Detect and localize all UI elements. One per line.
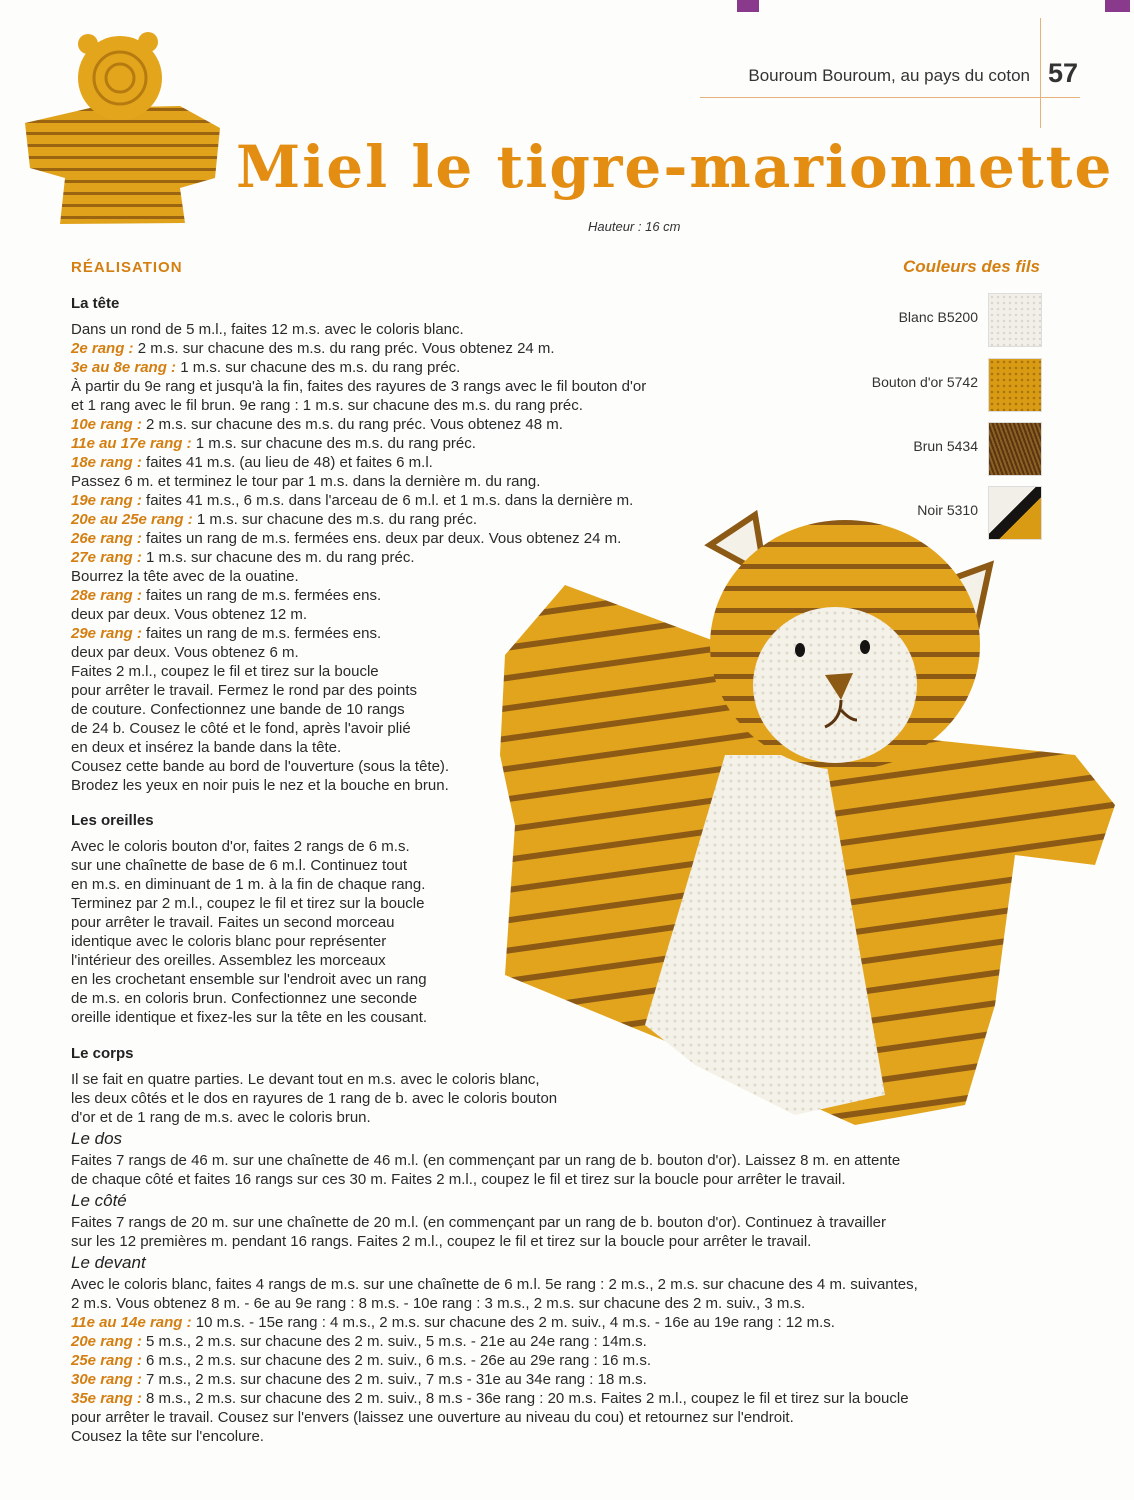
text-line: 2e rang : 2 m.s. sur chacune des m.s. du rang préc. Vous obtenez 24 m.	[71, 340, 555, 357]
text-line: 20e au 25e rang : 1 m.s. sur chacune des m.s. du rang préc.	[71, 511, 478, 528]
color-swatch-white	[988, 293, 1042, 347]
running-title: Bouroum Bouroum, au pays du coton	[748, 66, 1030, 85]
text-line: et 1 rang avec le fil brun. 9e rang : 1 m.s. sur chacune des m.s. du rang préc.	[71, 397, 583, 414]
color-label: Brun 5434	[913, 438, 978, 454]
text-line: Passez 6 m. et terminez le tour par 1 m.s. dans la dernière m. du rang.	[71, 473, 541, 490]
text-line: l'intérieur des oreilles. Assemblez les morceaux	[71, 952, 386, 969]
text-line: 2 m.s. Vous obtenez 8 m. - 6e au 9e rang : 8 m.s. - 10e rang : 3 m.s., 2 m.s. sur chacune des 2 m. suiv., 3 m.s.	[71, 1295, 806, 1312]
text-line: 35e rang : 8 m.s., 2 m.s. sur chacune des 2 m. suiv., 8 m.s - 36e rang : 20 m.s. Faites 2 m.l., coupez le fil et tirez sur la boucle	[71, 1390, 909, 1407]
top-color-tab-right	[1105, 0, 1130, 12]
devant-instructions	[71, 1275, 918, 1446]
dos-instructions	[71, 1151, 900, 1189]
text-line: 18e rang : faites 41 m.s. (au lieu de 48) et faites 6 m.l.	[71, 454, 433, 471]
text-line: deux par deux. Vous obtenez 6 m.	[71, 644, 299, 661]
text-line: Brodez les yeux en noir puis le nez et la bouche en brun.	[71, 777, 449, 794]
color-label: Bouton d'or 5742	[871, 374, 978, 390]
subsection-title-dos: Le dos	[71, 1129, 123, 1148]
text-line: Bourrez la tête avec de la ouatine.	[71, 568, 299, 585]
text-line: 19e rang : faites 41 m.s., 6 m.s. dans l'arceau de 6 m.l. et 1 m.s. dans la dernière m.	[71, 492, 634, 509]
header-horizontal-rule	[700, 97, 1080, 98]
text-line: de chaque côté et faites 16 rangs sur ces 30 m. Faites 2 m.l., coupez le fil et tirez sur la boucle pour arrêter le travail.	[71, 1171, 846, 1188]
page-number: 57	[1048, 58, 1079, 88]
color-label: Noir 5310	[917, 502, 978, 518]
text-line: oreille identique et fixez-les sur la tête en les cousant.	[71, 1009, 428, 1026]
text-line: sur les 12 premières m. pendant 16 rangs. Faites 2 m.l., coupez le fil et tirez sur la boucle pour arrêter le travail.	[71, 1233, 812, 1250]
text-line: 26e rang : faites un rang de m.s. fermées ens. deux par deux. Vous obtenez 24 m.	[71, 530, 622, 547]
color-swatch-brown	[988, 422, 1042, 476]
subsection-title-cote: Le côté	[71, 1191, 127, 1210]
color-swatch-row	[820, 293, 1042, 347]
text-line: 28e rang : faites un rang de m.s. fermées ens.	[71, 587, 382, 604]
text-line: 20e rang : 5 m.s., 2 m.s. sur chacune des 2 m. suiv., 5 m.s. - 21e au 24e rang : 14m.s.	[71, 1333, 647, 1350]
top-color-tab-left	[737, 0, 759, 12]
height-label: Hauteur : 16 cm	[588, 219, 681, 234]
text-line: Faites 2 m.l., coupez le fil et tirez sur la boucle	[71, 663, 379, 680]
text-line: Cousez cette bande au bord de l'ouverture (sous la tête).	[71, 758, 450, 775]
subsection-title-oreilles: Les oreilles	[71, 812, 154, 829]
text-line: 29e rang : faites un rang de m.s. fermées ens.	[71, 625, 382, 642]
text-line: de m.s. en coloris brun. Confectionnez une seconde	[71, 990, 418, 1007]
text-line: Avec le coloris bouton d'or, faites 2 rangs de 6 m.s.	[71, 838, 410, 855]
header-vertical-rule	[1040, 18, 1041, 128]
text-line: en les crochetant ensemble sur l'endroit avec un rang	[71, 971, 427, 988]
text-line: identique avec le coloris blanc pour représenter	[71, 933, 387, 950]
colors-heading: Couleurs des fils	[903, 257, 1040, 276]
text-line: Terminez par 2 m.l., coupez le fil et tirez sur la boucle	[71, 895, 425, 912]
text-line: de couture. Confectionnez une bande de 10 rangs	[71, 701, 405, 718]
subsection-title-tete: La tête	[71, 295, 120, 312]
text-line: Faites 7 rangs de 20 m. sur une chaînette de 20 m.l. (en commençant par un rang de b. bouton d'or). Continuez à travailler	[71, 1214, 886, 1231]
puppet-thumbnail-image	[20, 28, 225, 228]
text-line: Faites 7 rangs de 46 m. sur une chaînette de 46 m.l. (en commençant par un rang de b. bouton d'or). Laissez 8 m. en attente	[71, 1152, 901, 1169]
page-title: Miel le tigre-marionnette	[236, 133, 1114, 201]
text-line: 10e rang : 2 m.s. sur chacune des m.s. du rang préc. Vous obtenez 48 m.	[71, 416, 563, 433]
text-line: deux par deux. Vous obtenez 12 m.	[71, 606, 307, 623]
text-line: en deux et insérez la bande dans la tête.	[71, 739, 342, 756]
color-swatch-gold	[988, 358, 1042, 412]
text-line: 30e rang : 7 m.s., 2 m.s. sur chacune des 2 m. suiv., 7 m.s - 31e au 34e rang : 18 m.s.	[71, 1371, 647, 1388]
subsection-title-devant: Le devant	[71, 1253, 146, 1272]
text-line: sur une chaînette de base de 6 m.l. Continuez tout	[71, 857, 408, 874]
color-label: Blanc B5200	[898, 309, 978, 325]
text-line: pour arrêter le travail. Fermez le rond par des points	[71, 682, 417, 699]
text-line: Dans un rond de 5 m.l., faites 12 m.s. avec le coloris blanc.	[71, 321, 464, 338]
text-line: Avec le coloris blanc, faites 4 rangs de m.s. sur une chaînette de 6 m.l. 5e rang : 2 m.s., 2 m.s. sur chacune des 4 m. suivantes,	[71, 1276, 918, 1293]
cote-instructions	[71, 1213, 886, 1251]
text-line: 3e au 8e rang : 1 m.s. sur chacune des m.s. du rang préc.	[71, 359, 461, 376]
color-swatch-row	[820, 422, 1042, 476]
text-line: Il se fait en quatre parties. Le devant tout en m.s. avec le coloris blanc,	[71, 1071, 540, 1088]
oreilles-instructions	[71, 837, 427, 1027]
text-line: 25e rang : 6 m.s., 2 m.s. sur chacune des 2 m. suiv., 6 m.s. - 26e au 29e rang : 16 m.s.	[71, 1352, 651, 1369]
text-line: À partir du 9e rang et jusqu'à la fin, faites des rayures de 3 rangs avec le fil bouton d'or	[71, 378, 647, 395]
text-line: 11e au 14e rang : 10 m.s. - 15e rang : 4 m.s., 2 m.s. sur chacune des 2 m. suiv., 4 m.s. - 16e au 19e rang : 12 m.s.	[71, 1314, 835, 1331]
text-line: en m.s. en diminuant de 1 m. à la fin de chaque rang.	[71, 876, 426, 893]
text-line: 11e au 17e rang : 1 m.s. sur chacune des m.s. du rang préc.	[71, 435, 476, 452]
text-line: 27e rang : 1 m.s. sur chacune des m. du rang préc.	[71, 549, 415, 566]
color-swatch-row	[820, 358, 1042, 412]
subsection-title-corps: Le corps	[71, 1045, 134, 1062]
text-line: pour arrêter le travail. Cousez sur l'envers (laissez une ouverture au niveau du cou) et retournez sur l'endroit.	[71, 1409, 794, 1426]
text-line: pour arrêter le travail. Faites un second morceau	[71, 914, 395, 931]
tiger-puppet-image	[495, 505, 1120, 1145]
text-line: d'or et de 1 rang de m.s. avec le coloris brun.	[71, 1109, 371, 1126]
corps-intro	[71, 1070, 557, 1127]
text-line: les deux côtés et le dos en rayures de 1 rang de b. avec le coloris bouton	[71, 1090, 558, 1107]
text-line: Cousez la tête sur l'encolure.	[71, 1428, 264, 1445]
text-line: de 24 b. Cousez le côté et le fond, après l'avoir plié	[71, 720, 411, 737]
section-heading: RÉALISATION	[71, 259, 183, 276]
